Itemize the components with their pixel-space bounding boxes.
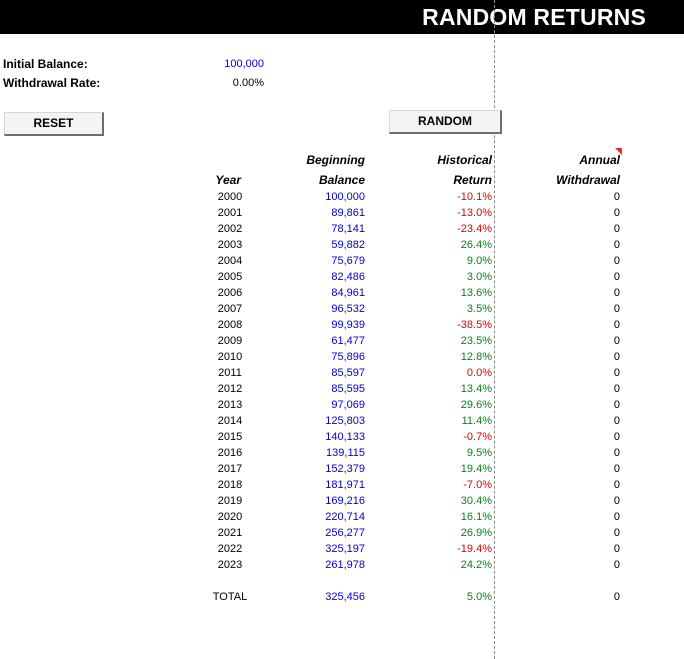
year-cell: 2008: [217, 319, 243, 331]
return-cell: 9.5%: [466, 447, 492, 459]
year-cell: 2016: [217, 447, 243, 459]
withdrawal-cell: 0: [613, 431, 620, 443]
page-title: RANDOM RETURNS: [422, 4, 646, 30]
balance-cell: 256,277: [325, 527, 365, 539]
year-cell: 2019: [217, 495, 243, 507]
header-annual-line2: Withdrawal: [556, 173, 620, 187]
year-cell: 2018: [217, 479, 243, 491]
balance-cell: 89,861: [331, 207, 365, 219]
return-cell: 3.0%: [466, 271, 492, 283]
withdrawal-cell: 0: [613, 399, 620, 411]
header-historical-line1: Historical: [437, 153, 492, 167]
return-cell: -13.0%: [457, 207, 492, 219]
total-label: TOTAL: [212, 591, 248, 603]
header-annual-line1: Annual: [579, 153, 620, 167]
return-cell: -0.7%: [463, 431, 492, 443]
balance-cell: 139,115: [326, 447, 365, 459]
reset-button[interactable]: RESET: [4, 112, 104, 136]
withdrawal-cell: 0: [613, 479, 620, 491]
withdrawal-cell: 0: [613, 447, 620, 459]
return-cell: 3.5%: [466, 303, 492, 315]
withdrawal-cell: 0: [613, 383, 620, 395]
header-beginning-line2: Balance: [318, 173, 365, 187]
return-cell: 19.4%: [460, 463, 492, 475]
balance-cell: 125,803: [325, 415, 365, 427]
page-break-line: [494, 0, 495, 659]
return-cell: -38.5%: [457, 319, 492, 331]
return-cell: -23.4%: [457, 223, 492, 235]
year-cell: 2005: [217, 271, 243, 283]
return-cell: 23.5%: [460, 335, 492, 347]
withdrawal-cell: 0: [613, 527, 620, 539]
return-cell: 26.4%: [460, 239, 492, 251]
withdrawal-cell: 0: [613, 271, 620, 283]
balance-cell: 97,069: [331, 399, 365, 411]
withdrawal-cell: 0: [613, 303, 620, 315]
comment-indicator-icon[interactable]: [615, 148, 622, 155]
return-cell: 13.6%: [460, 287, 492, 299]
return-cell: -19.4%: [457, 543, 492, 555]
year-cell: 2023: [217, 559, 243, 571]
withdrawal-cell: 0: [613, 223, 620, 235]
balance-cell: 181,971: [325, 479, 365, 491]
return-cell: 24.2%: [460, 559, 492, 571]
balance-cell: 220,714: [325, 511, 365, 523]
balance-cell: 75,896: [331, 351, 365, 363]
total-balance: 325,456: [325, 591, 365, 603]
return-cell: 0.0%: [466, 367, 492, 379]
balance-cell: 99,939: [331, 319, 365, 331]
balance-cell: 140,133: [325, 431, 365, 443]
balance-cell: 152,379: [325, 463, 365, 475]
return-cell: 13.4%: [460, 383, 492, 395]
withdrawal-cell: 0: [613, 351, 620, 363]
withdrawal-cell: 0: [613, 319, 620, 331]
return-cell: 9.0%: [466, 255, 492, 267]
return-cell: -10.1%: [457, 191, 492, 203]
year-cell: 2013: [217, 399, 243, 411]
withdrawal-cell: 0: [613, 495, 620, 507]
balance-cell: 59,882: [331, 239, 365, 251]
withdrawal-cell: 0: [613, 287, 620, 299]
year-cell: 2002: [217, 223, 243, 235]
balance-cell: 75,679: [331, 255, 365, 267]
withdrawal-cell: 0: [613, 463, 620, 475]
return-cell: 30.4%: [460, 495, 492, 507]
return-cell: -7.0%: [463, 479, 492, 491]
year-cell: 2010: [217, 351, 243, 363]
year-cell: 2003: [217, 239, 243, 251]
year-cell: 2000: [217, 191, 243, 203]
year-cell: 2017: [217, 463, 243, 475]
balance-cell: 261,978: [325, 559, 365, 571]
header-year: Year: [215, 173, 241, 187]
return-cell: 11.4%: [461, 415, 492, 427]
year-cell: 2006: [217, 287, 243, 299]
title-bar: [0, 0, 684, 34]
total-return: 5.0%: [466, 591, 492, 603]
withdrawal-cell: 0: [613, 415, 620, 427]
balance-cell: 325,197: [325, 543, 365, 555]
withdrawal-rate-value[interactable]: 0.00%: [232, 77, 264, 89]
withdrawal-cell: 0: [613, 239, 620, 251]
balance-cell: 96,532: [331, 303, 365, 315]
withdrawal-cell: 0: [613, 191, 620, 203]
balance-cell: 100,000: [325, 191, 365, 203]
initial-balance-label: Initial Balance:: [3, 57, 88, 71]
total-withdrawal: 0: [613, 591, 620, 603]
year-cell: 2020: [217, 511, 243, 523]
balance-cell: 84,961: [331, 287, 365, 299]
withdrawal-cell: 0: [613, 255, 620, 267]
balance-cell: 85,597: [331, 367, 365, 379]
year-cell: 2015: [217, 431, 243, 443]
withdrawal-cell: 0: [613, 367, 620, 379]
random-button[interactable]: RANDOM: [389, 110, 502, 134]
balance-cell: 78,141: [331, 223, 365, 235]
year-cell: 2007: [217, 303, 243, 315]
header-beginning-line1: Beginning: [306, 153, 365, 167]
withdrawal-cell: 0: [613, 543, 620, 555]
balance-cell: 82,486: [331, 271, 365, 283]
year-cell: 2011: [218, 367, 242, 379]
return-cell: 29.6%: [460, 399, 492, 411]
return-cell: 26.9%: [460, 527, 492, 539]
balance-cell: 61,477: [331, 335, 365, 347]
year-cell: 2021: [217, 527, 243, 539]
year-cell: 2012: [217, 383, 243, 395]
return-cell: 12.8%: [460, 351, 492, 363]
year-cell: 2014: [217, 415, 243, 427]
year-cell: 2004: [217, 255, 243, 267]
header-historical-line2: Return: [453, 173, 492, 187]
balance-cell: 169,216: [325, 495, 365, 507]
withdrawal-cell: 0: [613, 335, 620, 347]
year-cell: 2022: [217, 543, 243, 555]
withdrawal-rate-label: Withdrawal Rate:: [3, 76, 101, 90]
initial-balance-value[interactable]: 100,000: [224, 58, 264, 70]
withdrawal-cell: 0: [613, 207, 620, 219]
withdrawal-cell: 0: [613, 511, 620, 523]
year-cell: 2001: [217, 207, 243, 219]
withdrawal-cell: 0: [613, 559, 620, 571]
balance-cell: 85,595: [331, 383, 365, 395]
return-cell: 16.1%: [460, 511, 492, 523]
year-cell: 2009: [217, 335, 243, 347]
